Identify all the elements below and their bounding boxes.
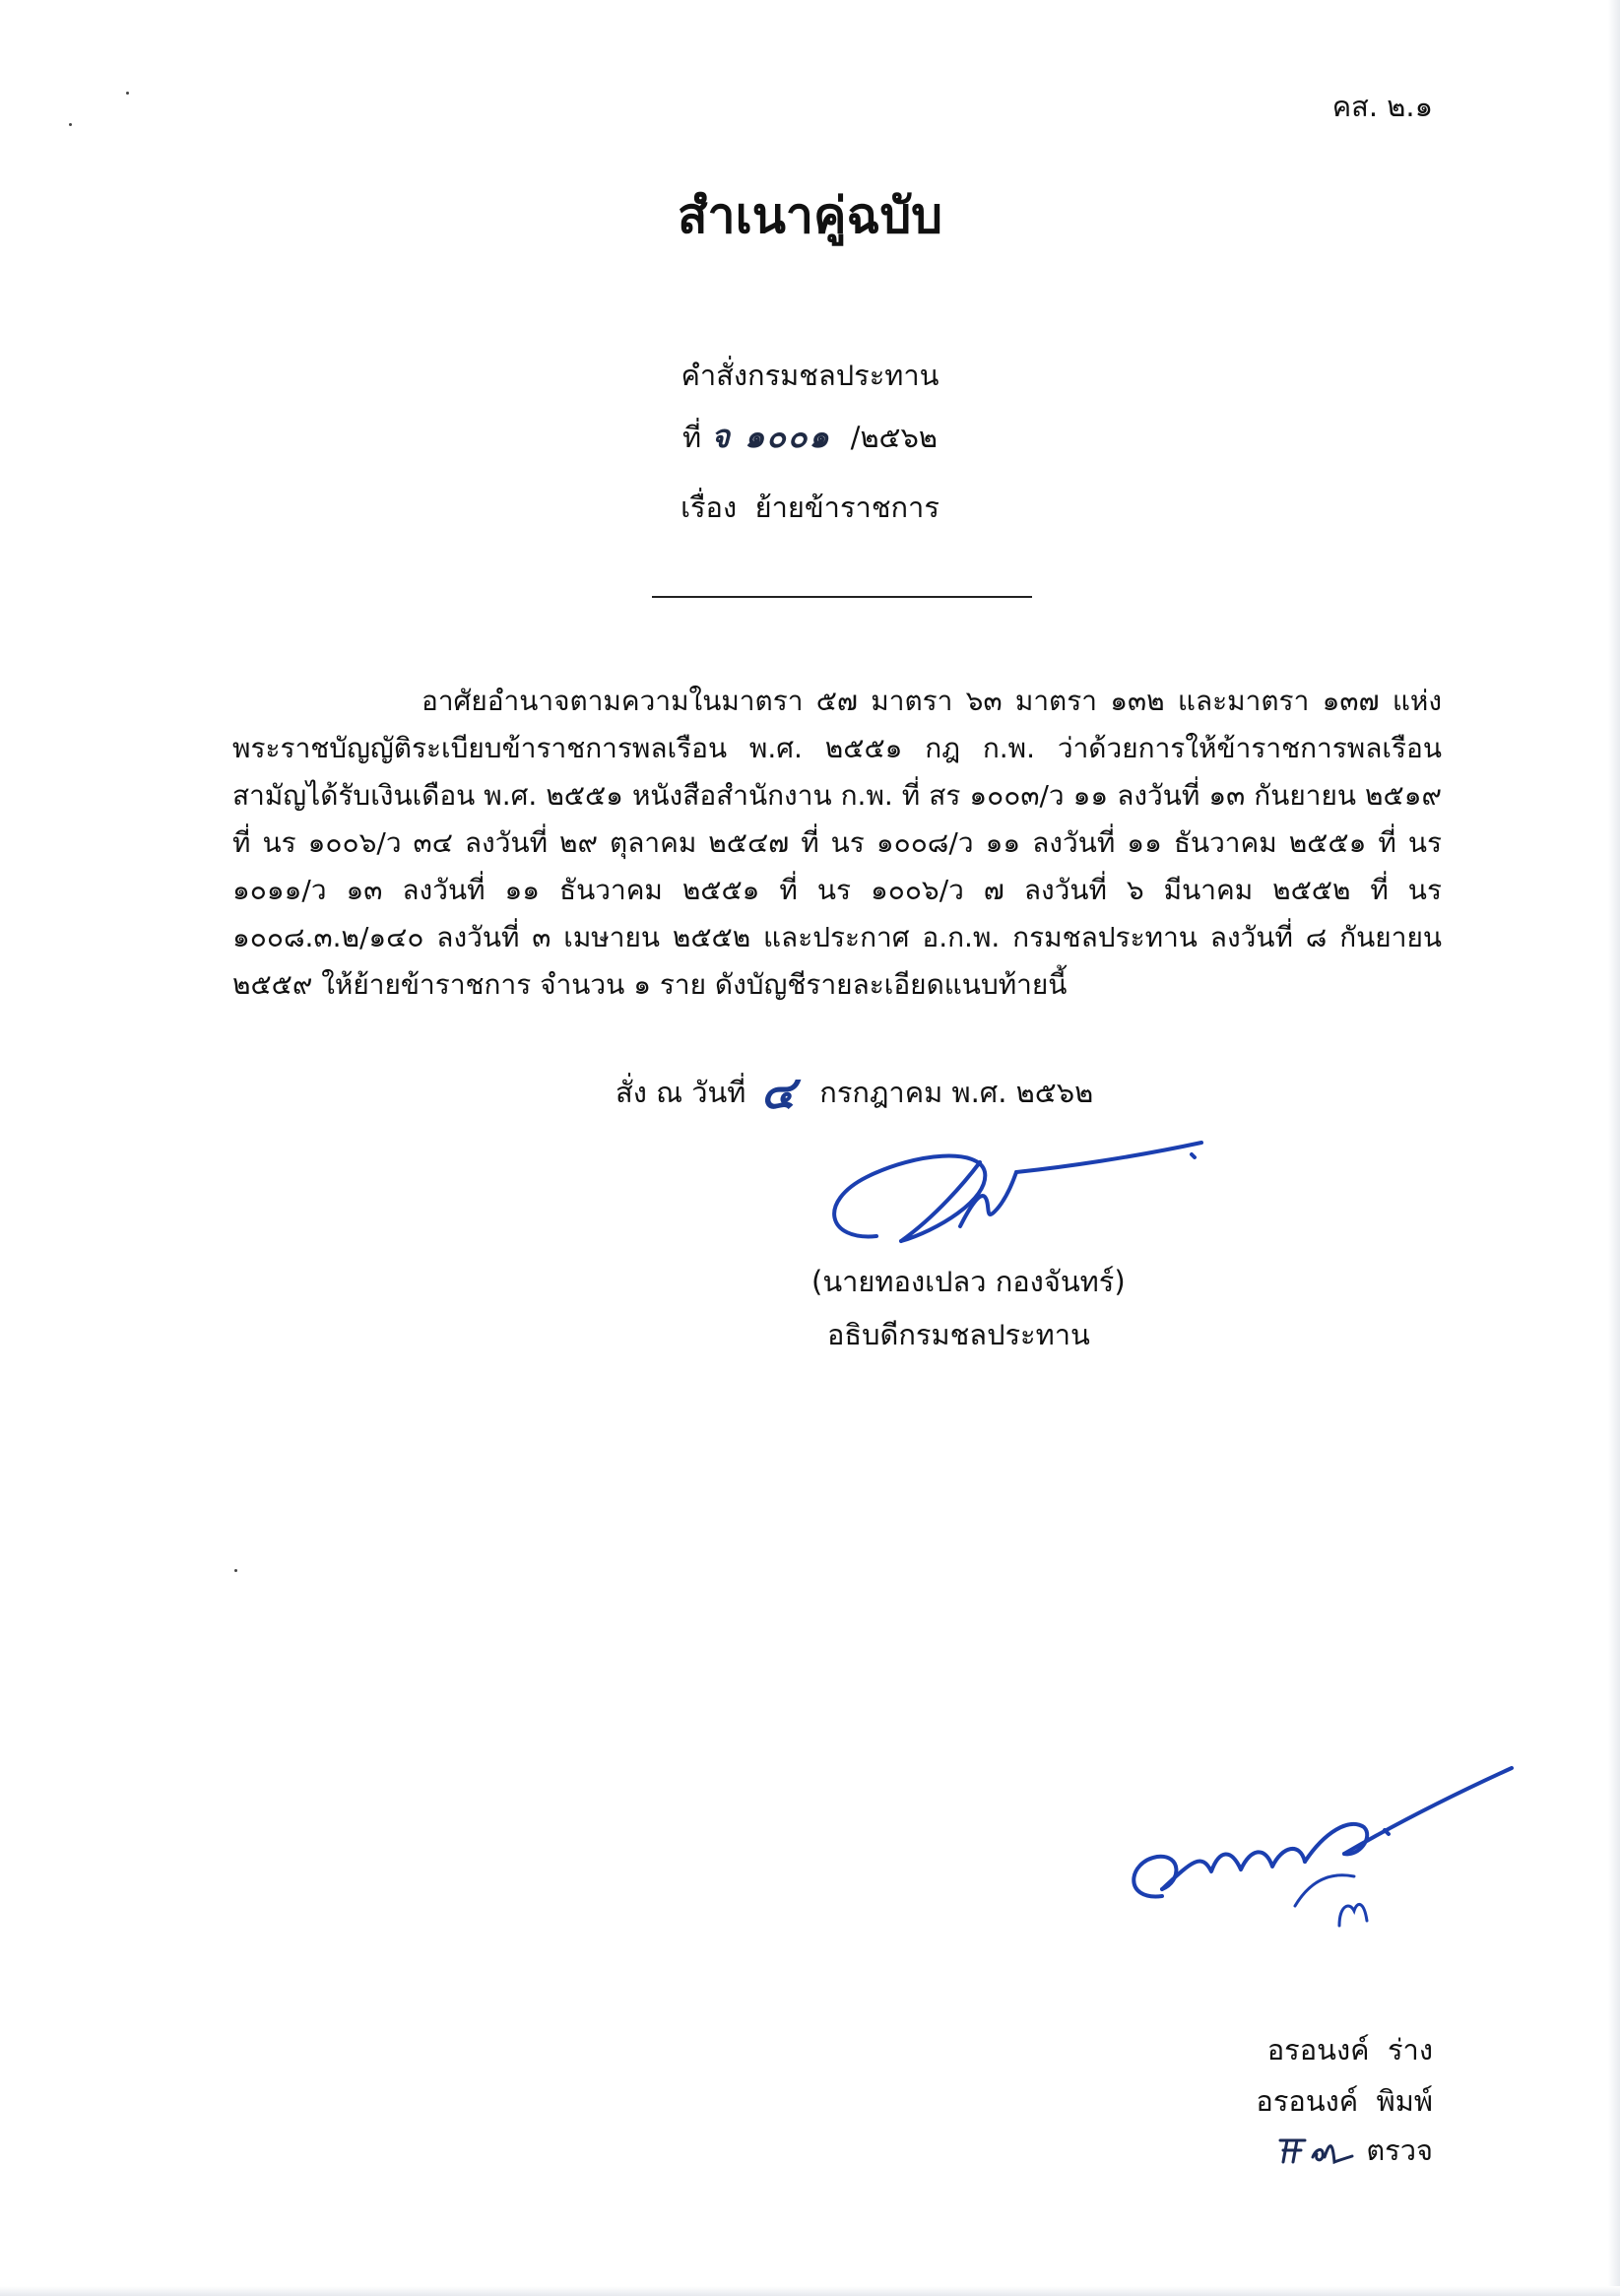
signed-date-prefix: สั่ง ณ วันที่ bbox=[616, 1076, 746, 1109]
document-form-code: คส. ๒.๑ bbox=[1331, 90, 1433, 123]
signer-name: (นายทองเปลว กองจันทร์) bbox=[811, 1265, 1126, 1298]
order-issuer: คำสั่งกรมชลประทาน bbox=[680, 359, 940, 392]
order-number-prefix: ที่ bbox=[681, 421, 702, 454]
checker-initials-signature bbox=[1275, 2132, 1354, 2168]
order-number-handwritten: จ ๑๐๐๑ bbox=[711, 418, 831, 455]
drafted-name: อรอนงค์ bbox=[1266, 2033, 1370, 2066]
signed-month-year: กรกฎาคม พ.ศ. ๒๕๖๒ bbox=[819, 1076, 1094, 1109]
order-number-suffix: /๒๕๖๒ bbox=[850, 421, 939, 454]
drafted-label: ร่าง bbox=[1387, 2033, 1433, 2066]
signer-position: อธิบดีกรมชลประทาน bbox=[827, 1318, 1090, 1351]
order-number bbox=[0, 412, 1620, 462]
checked-by bbox=[1275, 2128, 1433, 2173]
initials-signature bbox=[1103, 1763, 1526, 1940]
scan-speck bbox=[126, 92, 129, 95]
document-title: สำเนาคู่ฉบับ bbox=[678, 187, 942, 244]
typed-label: พิมพ์ bbox=[1376, 2084, 1433, 2118]
scan-bottom-shadow bbox=[0, 2286, 1620, 2296]
typed-name: อรอนงค์ bbox=[1256, 2084, 1359, 2118]
order-subject bbox=[0, 485, 1620, 530]
header-divider bbox=[652, 596, 1032, 598]
signed-date bbox=[616, 1057, 1093, 1129]
scan-edge-shadow bbox=[1608, 0, 1620, 2296]
order-body-paragraph: อาศัยอำนาจตามความในมาตรา ๕๗ มาตรา ๖๓ มาตรา ๑๓๒ และมาตรา ๑๓๗ แห่งพระราชบัญญัติระเบียบข้าราชการพลเรือน พ.ศ. ๒๕๕๑ กฎ ก.พ. ว่าด้วยการให้ข้าราชการพลเรือนสามัญได้รับเงินเดือน พ.ศ. ๒๕๕๑ หนังสือสำนักงาน ก.พ. ที่ สร ๑๐๐๓/ว ๑๑ ลงวันที่ ๑๓ กันยายน ๒๕๑๙ ที่ นร ๑๐๐๖/ว ๓๔ ลงวันที่ ๒๙ ตุลาคม ๒๕๔๗ ที่ นร ๑๐๐๘/ว ๑๑ ลงวันที่ ๑๑ ธันวาคม ๒๕๕๑ ที่ นร ๑๐๑๑/ว ๑๓ ลงวันที่ ๑๑ ธันวาคม ๒๕๕๑ ที่ นร ๑๐๐๖/ว ๗ ลงวันที่ ๖ มีนาคม ๒๕๕๒ ที่ นร ๑๐๐๘.๓.๒/๑๔๐ ลงวันที่ ๓ เมษายน ๒๕๕๒ และประกาศ อ.ก.พ. กรมชลประทาน ลงวันที่ ๘ กันยายน ๒๕๕๙ ให้ย้ายข้าราชการ จำนวน ๑ ราย ดังบัญชีรายละเอียดแนบท้ายนี้ bbox=[232, 685, 1442, 1001]
drafted-by bbox=[1267, 2027, 1433, 2072]
scan-speck bbox=[234, 1569, 237, 1572]
subject-text: ย้ายข้าราชการ bbox=[754, 491, 940, 524]
subject-label: เรื่อง bbox=[680, 491, 738, 524]
typed-by bbox=[1256, 2078, 1433, 2124]
scan-speck bbox=[69, 123, 72, 126]
checked-label: ตรวจ bbox=[1366, 2133, 1433, 2167]
signed-day-handwritten: ๔ bbox=[760, 1066, 796, 1119]
director-signature bbox=[808, 1123, 1221, 1271]
